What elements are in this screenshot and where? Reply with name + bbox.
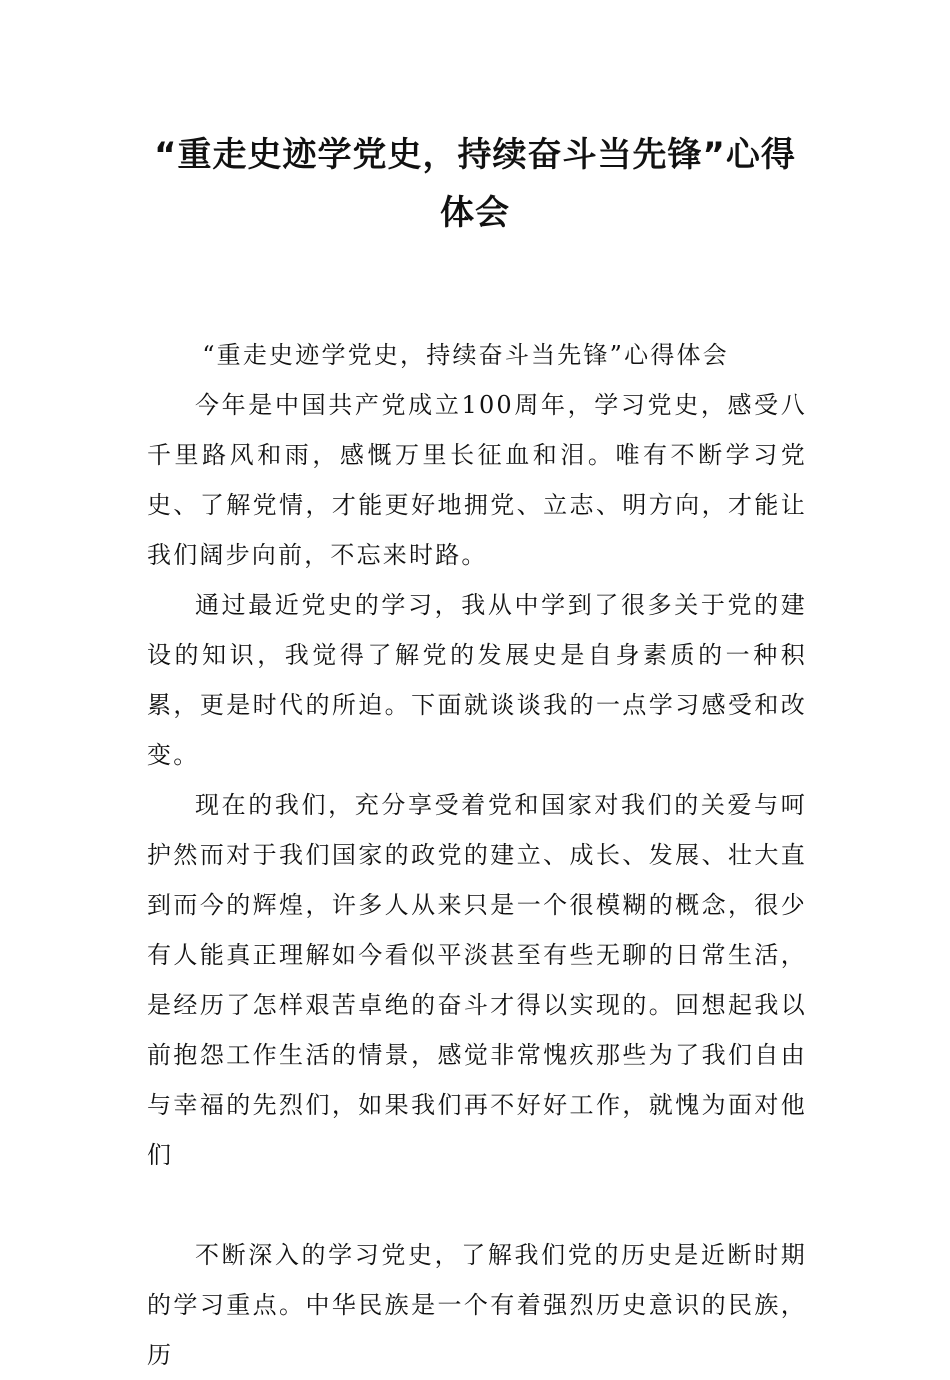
paragraph: 通过最近党史的学习，我从中学到了很多关于党的建设的知识，我觉得了解党的发展史是自身素质的一种积累，更是时代的所迫。下面就谈谈我的一点学习感受和改变。 bbox=[147, 591, 807, 769]
paragraph: 现在的我们，充分享受着党和国家对我们的关爱与呵护然而对于我们国家的政党的建立、成长、发展、壮大直到而今的辉煌，许多人从来只是一个很模糊的概念，很少有人能真正理解如今看似平淡甚至有些无聊的日常生活，是经历了怎样艰苦卓绝的奋斗才得以实现的。回想起我以前抱怨工作生活的情景，感觉非常愧疚那些为了我们自由与幸福的先烈们，如果我们再不好好工作，就愧为面对他们 bbox=[147, 791, 807, 1169]
paragraph: 不断深入的学习党史，了解我们党的历史是近断时期的学习重点。中华民族是一个有着强烈历史意识的民族，历 bbox=[147, 1241, 807, 1369]
document-subtitle: “重走史迹学党史，持续奋斗当先锋”心得体会 bbox=[202, 341, 729, 369]
document-title: “重走史迹学党史，持续奋斗当先锋”心得体会 bbox=[154, 135, 796, 233]
document-body bbox=[147, 330, 807, 1380]
paragraph: 今年是中国共产党成立100周年，学习党史，感受八千里路风和雨，感慨万里长征血和泪。唯有不断学习党史、了解党情，才能更好地拥党、立志、明方向，才能让我们阔步向前，不忘来时路。 bbox=[147, 391, 807, 569]
